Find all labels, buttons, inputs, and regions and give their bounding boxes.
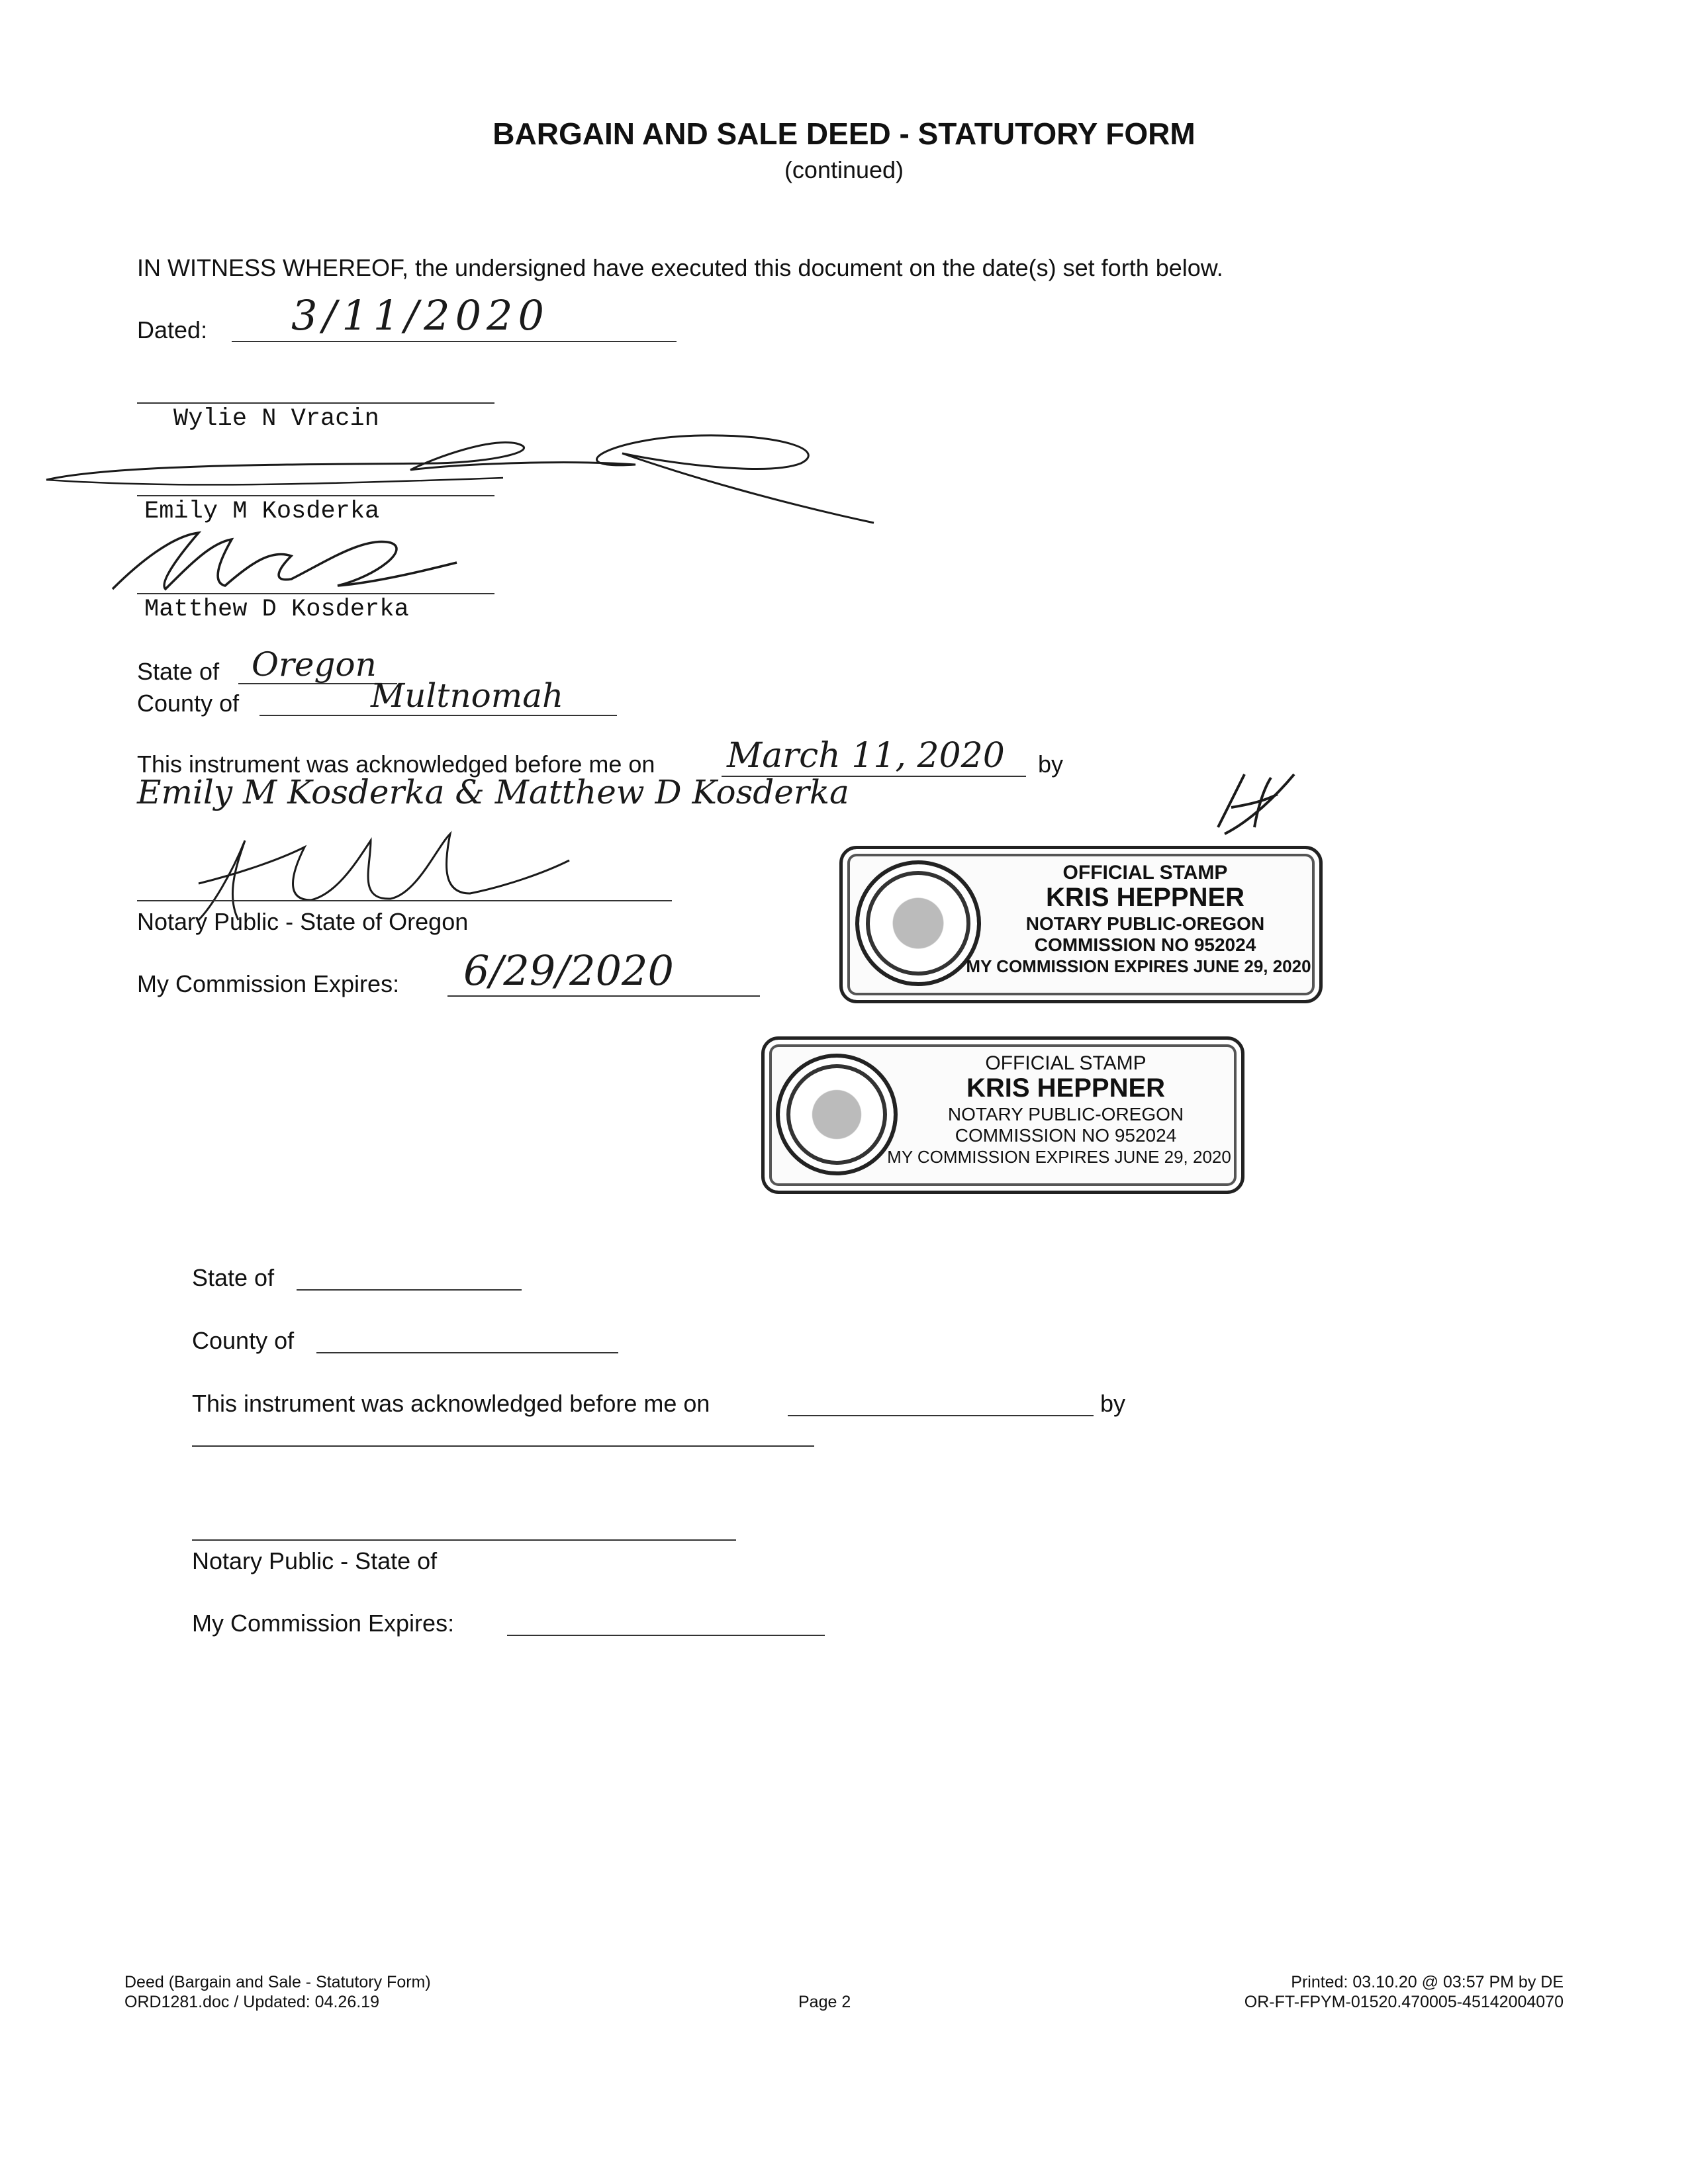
signer-name-2: Emily M Kosderka xyxy=(144,498,380,525)
ack1-instrument-text: This instrument was acknowledged before me on xyxy=(137,751,655,778)
notary-signature-line xyxy=(137,900,672,901)
ack2-commission-line[interactable] xyxy=(507,1635,825,1636)
signer-name-1: Wylie N Vracin xyxy=(173,405,379,433)
stamp1-name: KRIS HEPPNER xyxy=(1045,883,1245,912)
footer-right xyxy=(1244,1972,1564,2012)
stamp2-line3: MY COMMISSION EXPIRES JUNE 29, 2020 xyxy=(887,1147,1231,1167)
stamp1-line1: NOTARY PUBLIC-OREGON xyxy=(1025,913,1265,934)
ack1-county-handwritten: Multnomah xyxy=(371,676,564,715)
footer-order-number: OR-FT-FPYM-01520.470005-45142004070 xyxy=(1244,1993,1564,2011)
ack2-instrument-text: This instrument was acknowledged before me on xyxy=(192,1390,710,1417)
stamp2-name: KRIS HEPPNER xyxy=(966,1073,1166,1103)
stamp2-line1: NOTARY PUBLIC-OREGON xyxy=(947,1104,1184,1124)
document-subtitle: (continued) xyxy=(784,156,904,183)
ack1-commission-handwritten: 6/29/2020 xyxy=(463,946,674,995)
ack1-commission-line xyxy=(447,995,760,997)
dated-line xyxy=(232,341,677,342)
stamp1-line2: COMMISSION NO 952024 xyxy=(1034,934,1256,955)
ack2-state-line[interactable] xyxy=(297,1289,522,1291)
ack1-state-label: State of xyxy=(137,658,220,685)
signature-matthew xyxy=(99,523,470,602)
ack2-county-label: County of xyxy=(192,1327,295,1354)
witness-statement: IN WITNESS WHEREOF, the undersigned have executed this document on the date(s) set forth below. xyxy=(137,254,1223,281)
footer-printed: Printed: 03.10.20 @ 03:57 PM by DE xyxy=(1291,1973,1564,1991)
ack1-by-label: by xyxy=(1038,751,1064,778)
signer-name-3: Matthew D Kosderka xyxy=(144,596,409,623)
ack2-by-label: by xyxy=(1100,1390,1126,1417)
signature-line-3 xyxy=(137,593,494,594)
document-title: BARGAIN AND SALE DEED - STATUTORY FORM xyxy=(492,116,1196,151)
ack2-date-line[interactable] xyxy=(788,1415,1094,1416)
ack1-notary-label: Notary Public - State of Oregon xyxy=(137,908,469,935)
ack1-county-line xyxy=(259,715,617,716)
dated-handwritten-value: 3/11/2020 xyxy=(291,291,549,340)
dated-label: Dated: xyxy=(137,316,208,343)
notary-initials-mark xyxy=(1205,768,1297,841)
signature-line-1 xyxy=(137,402,494,404)
footer-page-number: Page 2 xyxy=(798,1993,851,2011)
ack1-commission-label: My Commission Expires: xyxy=(137,970,400,997)
ack2-county-line[interactable] xyxy=(316,1352,618,1353)
ack2-notary-label: Notary Public - State of xyxy=(192,1547,438,1574)
ack1-date-handwritten: March 11, 2020 xyxy=(727,736,1005,776)
signature-line-2 xyxy=(137,495,494,496)
footer-form-name: Deed (Bargain and Sale - Statutory Form) xyxy=(124,1973,431,1991)
stamp2-line2: COMMISSION NO 952024 xyxy=(955,1125,1177,1146)
footer-left xyxy=(124,1972,431,2012)
ack2-notary-signature-line[interactable] xyxy=(192,1539,736,1541)
ack1-county-label: County of xyxy=(137,690,240,717)
stamp1-line3: MY COMMISSION EXPIRES JUNE 29, 2020 xyxy=(966,956,1311,976)
footer-doc-id: ORD1281.doc / Updated: 04.26.19 xyxy=(124,1993,379,2011)
stamp1-heading: OFFICIAL STAMP xyxy=(1062,862,1228,884)
ack2-by-line[interactable] xyxy=(192,1445,814,1447)
ack1-by-handwritten: Emily M Kosderka & Matthew D Kosderka xyxy=(137,773,849,811)
stamp2-heading: OFFICIAL STAMP xyxy=(985,1052,1147,1074)
ack1-state-handwritten: Oregon xyxy=(252,645,377,684)
ack2-state-label: State of xyxy=(192,1264,275,1291)
ack2-commission-label: My Commission Expires: xyxy=(192,1610,455,1637)
